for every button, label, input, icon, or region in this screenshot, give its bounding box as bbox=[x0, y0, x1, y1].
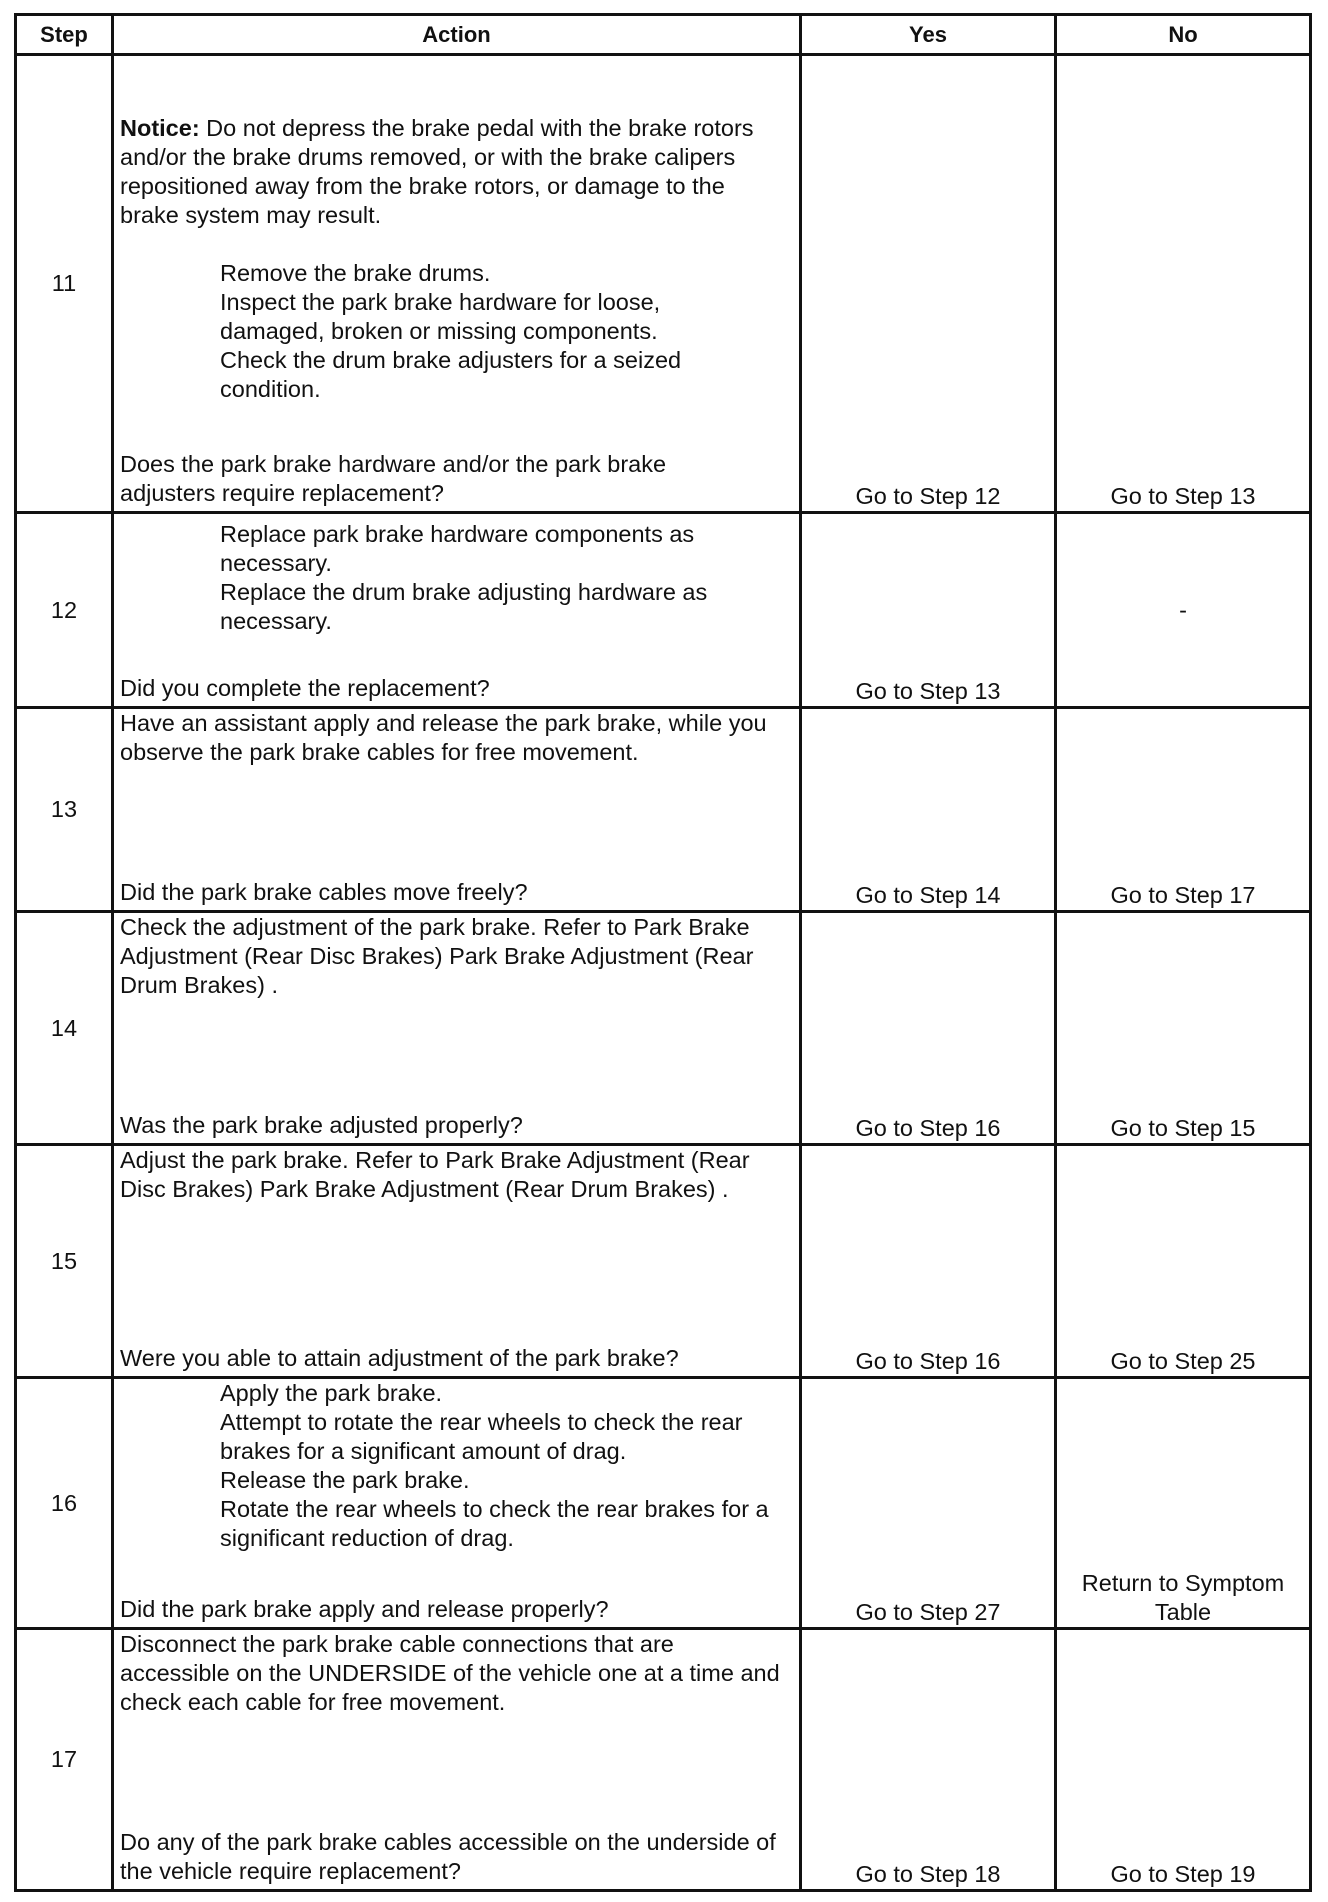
question-text: Did you complete the replacement? bbox=[120, 675, 490, 701]
question-text: Was the park brake adjusted properly? bbox=[120, 1112, 523, 1138]
notice-paragraph bbox=[120, 114, 780, 230]
header-action: Action bbox=[113, 15, 801, 55]
notice-label: Notice: bbox=[120, 115, 200, 141]
action-cell bbox=[113, 1629, 801, 1891]
action-step-item: Rotate the rear wheels to check the rear brakes for a significant reduction of drag. bbox=[220, 1496, 769, 1551]
table-row-step-14 bbox=[16, 912, 1311, 1145]
yes-cell: Go to Step 16 bbox=[801, 912, 1056, 1145]
question-text: Were you able to attain adjustment of the park brake? bbox=[120, 1345, 679, 1371]
action-cell bbox=[113, 1145, 801, 1378]
step-number: 14 bbox=[16, 912, 113, 1145]
action-step-item: Replace park brake hardware components as necessary. bbox=[220, 521, 695, 576]
header-step: Step bbox=[16, 15, 113, 55]
table-row-step-15 bbox=[16, 1145, 1311, 1378]
action-step-item: Check the drum brake adjusters for a seized condition. bbox=[220, 347, 682, 402]
yes-cell: Go to Step 14 bbox=[801, 708, 1056, 912]
header-no: No bbox=[1056, 15, 1311, 55]
notice-text: Do not depress the brake pedal with the brake rotors and/or the brake drums removed, or with the brake calipers repositioned away from the brake rotors, or damage to the brake system may result. bbox=[120, 115, 754, 228]
step-number: 15 bbox=[16, 1145, 113, 1378]
no-cell: Go to Step 19 bbox=[1056, 1629, 1311, 1891]
no-cell: Return to Symptom Table bbox=[1056, 1378, 1311, 1629]
action-step-item: Attempt to rotate the rear wheels to check the rear brakes for a significant amount of drag. bbox=[220, 1409, 743, 1464]
action-text: Check the adjustment of the park brake. Refer to Park Brake Adjustment (Rear Disc Brakes) Park Brake Adjustment (Rear Drum Brakes) . bbox=[120, 914, 754, 998]
yes-cell: Go to Step 18 bbox=[801, 1629, 1056, 1891]
action-step-item: Inspect the park brake hardware for loose, damaged, broken or missing components. bbox=[220, 289, 661, 344]
no-cell: Go to Step 25 bbox=[1056, 1145, 1311, 1378]
table-row-step-11 bbox=[16, 55, 1311, 513]
table-row-step-17 bbox=[16, 1629, 1311, 1891]
action-text: Disconnect the park brake cable connections that are accessible on the UNDERSIDE of the vehicle one at a time and check each cable for free movement. bbox=[120, 1631, 780, 1715]
question-text: Did the park brake apply and release properly? bbox=[120, 1596, 609, 1622]
no-cell: Go to Step 17 bbox=[1056, 708, 1311, 912]
action-step-item: Remove the brake drums. bbox=[220, 260, 491, 286]
action-step-item: Apply the park brake. bbox=[220, 1380, 443, 1406]
action-step-item: Replace the drum brake adjusting hardware as necessary. bbox=[220, 579, 708, 634]
step-number: 17 bbox=[16, 1629, 113, 1891]
no-cell: - bbox=[1056, 513, 1311, 708]
question-text: Does the park brake hardware and/or the park brake adjusters require replacement? bbox=[120, 451, 667, 506]
action-text: Have an assistant apply and release the park brake, while you observe the park brake cables for free movement. bbox=[120, 710, 767, 765]
action-text: Adjust the park brake. Refer to Park Brake Adjustment (Rear Disc Brakes) Park Brake Adjustment (Rear Drum Brakes) . bbox=[120, 1147, 750, 1202]
table-row-step-12 bbox=[16, 513, 1311, 708]
table-row-step-13 bbox=[16, 708, 1311, 912]
yes-cell: Go to Step 13 bbox=[801, 513, 1056, 708]
yes-cell: Go to Step 12 bbox=[801, 55, 1056, 513]
question-text: Did the park brake cables move freely? bbox=[120, 879, 528, 905]
no-cell: Go to Step 13 bbox=[1056, 55, 1311, 513]
action-cell bbox=[113, 55, 801, 513]
table-row-step-16 bbox=[16, 1378, 1311, 1629]
action-step-item: Release the park brake. bbox=[220, 1467, 470, 1493]
action-cell bbox=[113, 708, 801, 912]
question-text: Do any of the park brake cables accessible on the underside of the vehicle require replacement? bbox=[120, 1829, 776, 1884]
step-number: 11 bbox=[16, 55, 113, 513]
step-number: 16 bbox=[16, 1378, 113, 1629]
step-number: 12 bbox=[16, 513, 113, 708]
yes-cell: Go to Step 16 bbox=[801, 1145, 1056, 1378]
diagnostic-table bbox=[14, 13, 1312, 1892]
yes-cell: Go to Step 27 bbox=[801, 1378, 1056, 1629]
action-cell bbox=[113, 912, 801, 1145]
no-cell: Go to Step 15 bbox=[1056, 912, 1311, 1145]
table-header-row bbox=[16, 15, 1311, 55]
action-cell bbox=[113, 513, 801, 708]
action-cell bbox=[113, 1378, 801, 1629]
step-number: 13 bbox=[16, 708, 113, 912]
header-yes: Yes bbox=[801, 15, 1056, 55]
